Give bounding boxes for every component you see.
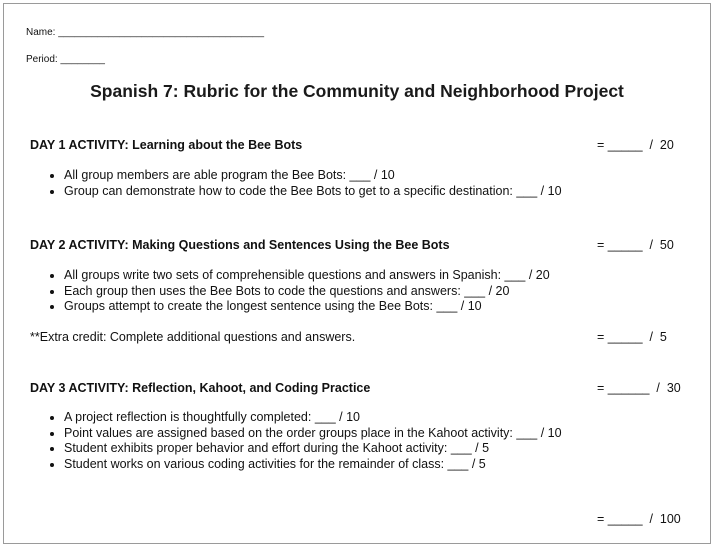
rubric-page — [3, 3, 711, 544]
list-item: • All group members are able program the Bee Bots: ___ / 10 — [64, 168, 562, 184]
total-score: = _____ / 100 — [597, 512, 681, 526]
name-field: Name: _____________________________________ — [26, 27, 265, 38]
day3-heading: DAY 3 ACTIVITY: Reflection, Kahoot, and Coding Practice — [30, 381, 371, 395]
list-item: • Student works on various coding activities for the remainder of class: ___ / 5 — [64, 457, 562, 473]
extra-credit-text: **Extra credit: Complete additional questions and answers. — [30, 330, 356, 344]
period-field: Period: ________ — [26, 54, 105, 65]
day3-list — [44, 410, 562, 472]
day1-heading: DAY 1 ACTIVITY: Learning about the Bee Bots — [30, 138, 303, 152]
list-item: • Point values are assigned based on the order groups place in the Kahoot activity: ___ / 10 — [64, 426, 562, 442]
list-item: • A project reflection is thoughtfully completed: ___ / 10 — [64, 410, 562, 426]
list-item: • Each group then uses the Bee Bots to code the questions and answers: ___ / 20 — [64, 284, 550, 300]
page-title: Spanish 7: Rubric for the Community and Neighborhood Project — [90, 81, 624, 101]
day1-list — [44, 168, 562, 199]
list-item: • Student exhibits proper behavior and effort during the Kahoot activity: ___ / 5 — [64, 441, 562, 457]
day1-score: = _____ / 20 — [597, 138, 674, 152]
list-item: • Groups attempt to create the longest sentence using the Bee Bots: ___ / 10 — [64, 299, 550, 315]
day2-score: = _____ / 50 — [597, 238, 674, 252]
day2-heading: DAY 2 ACTIVITY: Making Questions and Sentences Using the Bee Bots — [30, 238, 450, 252]
extra-credit-score: = _____ / 5 — [597, 330, 667, 344]
list-item: • Group can demonstrate how to code the Bee Bots to get to a specific destination: ___ / 10 — [64, 184, 562, 200]
day3-score: = ______ / 30 — [597, 381, 681, 395]
day2-list — [44, 268, 550, 315]
list-item: • All groups write two sets of comprehensible questions and answers in Spanish: ___ / 20 — [64, 268, 550, 284]
